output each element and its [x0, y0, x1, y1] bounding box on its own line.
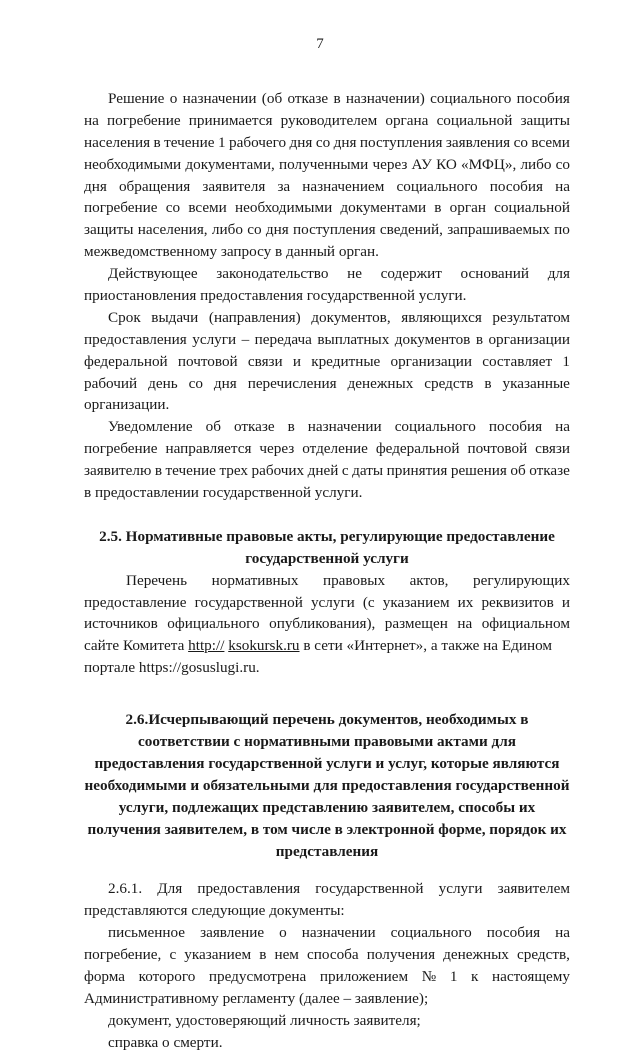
text-line: [84, 154, 570, 176]
section-heading: 2.5. Нормативные правовые акты, регулирующие предоставление: [99, 527, 555, 545]
word: принятия: [386, 462, 448, 480]
word: связи: [247, 352, 283, 370]
word: в: [153, 133, 161, 151]
word: назначении): [345, 90, 425, 107]
word: социального: [430, 90, 512, 107]
word: документов,: [311, 308, 391, 326]
word: со: [247, 221, 262, 239]
word: об: [205, 418, 221, 436]
word: рабочий: [84, 374, 138, 392]
text-line: [84, 966, 570, 988]
section-heading: услуги, подлежащих представлению заявителем, способы их: [118, 798, 536, 816]
word: либо: [520, 155, 552, 173]
word: в: [484, 374, 492, 392]
word: дня: [265, 221, 289, 239]
page-number: 7: [316, 36, 324, 52]
word: рабочего: [229, 133, 287, 151]
word: указанием: [184, 946, 252, 964]
text-line: организации.: [84, 396, 170, 414]
word: в: [154, 462, 163, 480]
section-2-5: [84, 526, 570, 679]
word: полученными: [279, 155, 369, 173]
word: Решение: [108, 90, 165, 107]
word: (направления): [208, 308, 301, 326]
word: официального: [167, 615, 260, 633]
text-line: Административному регламенту (далее – заявление);: [84, 989, 429, 1007]
text-line: [84, 635, 570, 657]
word: и: [292, 352, 302, 370]
word: отказе: [287, 90, 329, 107]
word: принимается: [188, 111, 273, 129]
word: актов,: [409, 571, 449, 589]
section-2-6: [84, 709, 570, 1053]
word: поступления: [359, 133, 443, 151]
word: являющихся: [401, 308, 482, 326]
word: назначением: [302, 177, 385, 195]
word: регулирующих: [473, 571, 570, 589]
word: связи: [535, 440, 570, 458]
word: назначении: [307, 418, 382, 436]
text-line: [84, 88, 570, 110]
word: законодательство: [216, 265, 329, 283]
word: погребение: [84, 199, 158, 217]
word: организации: [488, 330, 570, 348]
text-line: [84, 263, 570, 285]
word: «МФЦ»,: [461, 155, 517, 173]
word: получения: [366, 946, 436, 964]
word: которого: [138, 967, 196, 985]
word: необходимыми: [84, 155, 182, 173]
word: документами,: [185, 155, 275, 173]
suspension-paragraph: [84, 263, 570, 307]
word: со: [555, 155, 570, 173]
word: Действующее: [108, 265, 198, 283]
word: отделение: [302, 440, 368, 458]
text-line: [84, 197, 570, 219]
word: запрашиваемых: [447, 221, 550, 239]
word: указанием: [382, 593, 450, 611]
word: нормативных: [211, 571, 299, 589]
section-heading: предоставления государственной услуги и услуг, которые являются: [94, 754, 560, 772]
word: выплатных: [317, 330, 390, 348]
word: предоставление: [84, 593, 187, 611]
word: опубликования),: [269, 615, 376, 633]
word: защиты: [84, 221, 134, 239]
word: федеральной: [84, 352, 168, 370]
word: дня: [333, 133, 357, 151]
word: в: [333, 90, 341, 107]
word: дня: [213, 374, 237, 392]
word: денежных: [443, 946, 509, 964]
word: направляется: [165, 440, 252, 458]
word: социальной: [494, 199, 570, 217]
word: услуги: [192, 330, 237, 348]
word: дней: [307, 462, 339, 480]
word: дня: [84, 177, 107, 195]
word: 1: [562, 352, 570, 370]
word: социального: [390, 924, 472, 942]
word: почтовой: [177, 352, 238, 370]
text-line: [84, 944, 570, 966]
word: погребение,: [84, 946, 162, 964]
word: указанные: [502, 374, 570, 392]
word: заявления: [445, 133, 511, 151]
committee-site-link[interactable]: ksokursk.ru: [228, 637, 300, 655]
word: и: [561, 593, 570, 611]
word: средств: [424, 374, 474, 392]
word: в: [434, 199, 442, 217]
text-line: [84, 176, 570, 198]
word: федеральной: [375, 440, 460, 458]
text-line: [84, 416, 570, 438]
section-heading: представления: [275, 842, 379, 860]
word: с: [169, 946, 177, 964]
word: населения: [84, 133, 151, 151]
word: населения,: [137, 221, 208, 239]
word: документов: [394, 330, 471, 348]
word: предусмотрена: [208, 967, 307, 985]
word: правовых: [322, 571, 386, 589]
word: защиты: [520, 111, 570, 129]
word: документами: [340, 199, 427, 217]
word: способа: [307, 946, 359, 964]
word: социального: [394, 418, 476, 436]
word: содержит: [380, 265, 442, 283]
word: со: [188, 374, 203, 392]
word: (об: [261, 90, 283, 107]
word: оснований: [460, 265, 530, 283]
word: Для: [157, 880, 183, 898]
word: орган: [449, 199, 486, 217]
word: о: [279, 924, 287, 942]
word: источников: [84, 615, 158, 633]
text-line: приостановления предоставления государственной услуги.: [84, 287, 467, 305]
word: денежных: [347, 374, 414, 392]
word: Перечень: [126, 571, 188, 589]
word: со: [315, 133, 331, 151]
word: 1: [217, 133, 226, 151]
word: либо: [211, 221, 243, 239]
word: Уведомление: [108, 418, 193, 436]
word: размещен: [384, 615, 448, 633]
word: не: [347, 265, 362, 283]
word: настоящему: [492, 967, 570, 985]
word: передача: [254, 330, 312, 348]
word: пособия: [489, 177, 544, 195]
word: всеми: [188, 199, 227, 217]
word: назначении: [301, 924, 376, 942]
word: трех: [219, 462, 248, 480]
word: на: [555, 924, 570, 942]
word: с: [341, 462, 349, 480]
text-line: портале https://gosuslugi.ru.: [84, 659, 260, 677]
list-item: [84, 922, 570, 944]
section-heading: получения заявителем, в том числе в электронной форме, порядок их: [87, 820, 567, 838]
word: реквизитов: [481, 593, 554, 611]
text-line: [84, 460, 570, 482]
word: услуги: [438, 880, 483, 898]
word: обращения: [118, 177, 191, 195]
word: в: [475, 330, 483, 348]
word: течение: [165, 462, 216, 480]
refusal-notice-paragraph: [84, 416, 570, 504]
word: форма: [84, 967, 126, 985]
word: Срок: [108, 308, 141, 326]
text-line: [84, 878, 570, 900]
word: погребение: [107, 111, 181, 129]
deadline-paragraph: [84, 307, 570, 416]
list-item: документ, удостоверяющий личность заявителя;: [108, 1011, 421, 1029]
word: отказе: [529, 462, 570, 480]
list-item: справка о смерти.: [108, 1033, 223, 1051]
text-line: [84, 613, 570, 635]
word: на: [84, 111, 99, 129]
word: для: [547, 265, 570, 283]
word: сведений,: [379, 221, 443, 239]
text-line: [84, 592, 570, 614]
word: заявителю: [84, 462, 152, 480]
word: назначении: [182, 90, 257, 107]
word: день: [148, 374, 178, 392]
word: приложением: [319, 967, 409, 985]
word: кредитные: [311, 352, 381, 370]
word: пособия: [488, 418, 543, 436]
word: за: [277, 177, 291, 195]
word: №: [421, 967, 437, 985]
text-line: в предоставлении государственной услуги.: [84, 484, 363, 502]
word: АУ: [411, 155, 432, 173]
word: пособия: [516, 90, 570, 107]
word: через: [372, 155, 408, 173]
section-heading: соответствии с нормативными правовыми актами для: [138, 733, 516, 751]
word: нем: [274, 946, 299, 964]
word: организации: [390, 352, 473, 370]
word: средств,: [516, 946, 570, 964]
text-line: представляются следующие документы:: [84, 902, 345, 920]
word: органа: [385, 111, 429, 129]
text-line: [84, 132, 570, 154]
word: пособия: [486, 924, 541, 942]
word: через: [259, 440, 295, 458]
word: выдачи: [151, 308, 199, 326]
word: со: [165, 199, 181, 217]
word: заявителем: [497, 880, 570, 898]
word: течение: [164, 133, 215, 151]
word: на: [555, 418, 570, 436]
word: почтовой: [467, 440, 528, 458]
word: государственной: [194, 593, 303, 611]
word: решения: [450, 462, 507, 480]
word: 1: [449, 967, 458, 985]
word: 2.6.1.: [108, 880, 143, 898]
word: о: [169, 90, 178, 107]
word: результатом: [492, 308, 570, 326]
word: КО: [436, 155, 457, 173]
text-line: [84, 570, 570, 592]
word: предоставления: [84, 330, 187, 348]
section-heading: необходимыми и обязательными для предоставления государственной: [84, 776, 570, 794]
section-heading: государственной услуги: [245, 549, 409, 567]
word: письменное: [108, 924, 186, 942]
word: руководителем: [280, 111, 378, 129]
word: отказе: [233, 418, 275, 436]
word: заявителя: [202, 177, 266, 195]
word: на: [457, 615, 473, 633]
section-heading: 2.6.Исчерпывающий перечень документов, необходимых в: [125, 711, 529, 729]
word: официальном: [481, 615, 570, 633]
word: по: [554, 221, 570, 239]
text-line: [84, 307, 570, 329]
word: перечисления: [247, 374, 337, 392]
text-line: [84, 373, 570, 395]
text-line: межведомственному запросу в данный орган.: [84, 243, 379, 261]
required-documents-list: [84, 922, 570, 1053]
word: всеми: [531, 133, 570, 151]
word: их: [457, 593, 474, 611]
text-fragment: в сети «Интернет», а также на Едином: [299, 637, 553, 655]
word: услуги: [310, 593, 355, 611]
word: рабочих: [251, 462, 305, 480]
word: социального: [396, 177, 478, 195]
word: об: [510, 462, 526, 480]
word: со: [513, 133, 528, 151]
word: –: [241, 330, 250, 348]
word: социальной: [436, 111, 513, 129]
word: государственной: [315, 880, 424, 898]
word: необходимыми: [235, 199, 333, 217]
text-line: [84, 110, 570, 132]
committee-site-link-protocol[interactable]: http://: [188, 637, 225, 655]
word: погребение: [84, 440, 158, 458]
word: предоставления: [197, 880, 301, 898]
text-fragment: сайте Комитета: [84, 637, 189, 655]
word: к: [471, 967, 479, 985]
word: заявление: [200, 924, 265, 942]
word: дня: [289, 133, 313, 151]
word: в: [259, 946, 267, 964]
word: (с: [362, 593, 375, 611]
word: даты: [352, 462, 384, 480]
text-line: [84, 329, 570, 351]
word: в: [287, 418, 295, 436]
decision-paragraph: [84, 88, 570, 263]
word: составляет: [482, 352, 553, 370]
word: поступления: [293, 221, 376, 239]
text-line: [84, 438, 570, 460]
text-line: [84, 351, 570, 373]
document-body: [84, 88, 570, 1054]
text-line: [84, 219, 570, 241]
word: на: [555, 177, 570, 195]
